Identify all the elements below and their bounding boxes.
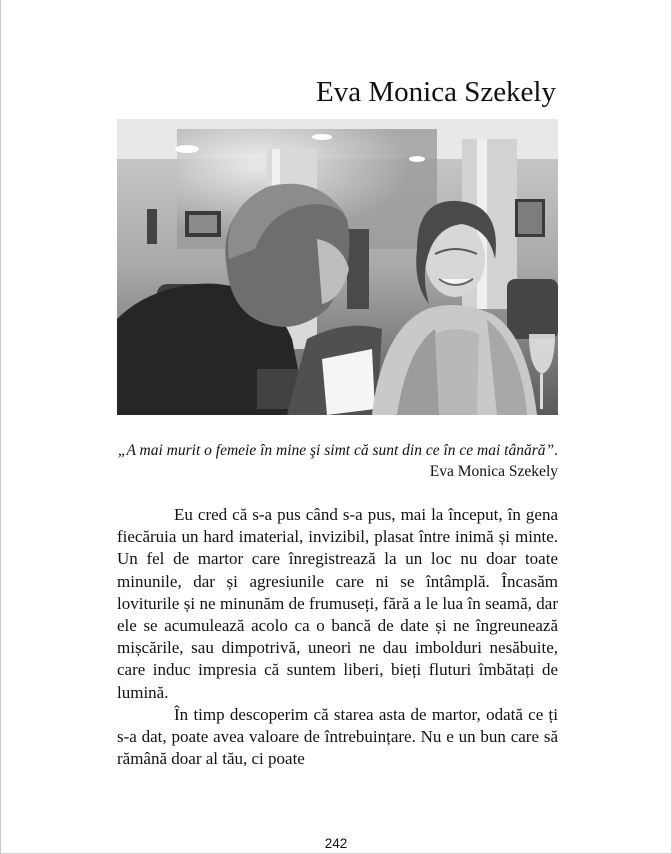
chapter-title: Eva Monica Szekely (316, 76, 556, 108)
author-photo (117, 119, 558, 415)
body-text (117, 504, 558, 770)
photo-caption (117, 440, 558, 482)
caption-quote: „A mai murit o femeie în mine şi simt că sunt din ce în ce mai tânără” (117, 442, 555, 459)
body-paragraph: Eu cred că s-a pus când s-a pus, mai la început, în gena fiecăruia un hard imaterial, invizibil, plasat între inimă și minte. Un fel de martor care înregistrează la un loc nu doar toate minunile, dar și agresiunile care ni se întâmplă. Încasăm loviturile și ne minunăm de frumuseți, fără a le lua în seamă, dar ele se acumulează acolo ca o bancă de date și ne îngreunează mișcările, sau dimpotrivă, uneori ne dau imbolduri nesăbuite, care induc impresia că suntem liberi, bieți fluturi îmbătați de lumină. (117, 505, 558, 702)
page-number: 242 (324, 836, 348, 851)
caption-attribution: . Eva Monica Szekely (429, 442, 558, 480)
body-paragraph: În timp descoperim că starea asta de martor, odată ce ți s-a dat, poate avea valoare de întrebuințare. Nu e un bun care să rămână doar al tău, ci poate (117, 704, 558, 769)
